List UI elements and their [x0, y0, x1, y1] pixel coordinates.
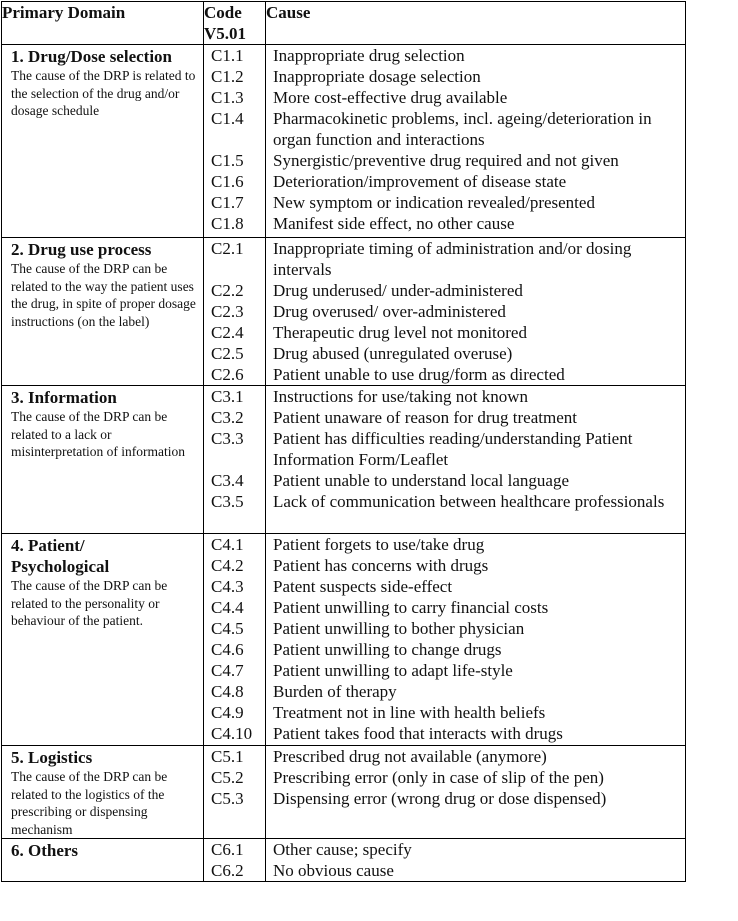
header-cause: Cause	[266, 2, 686, 45]
code: C4.10	[211, 724, 253, 743]
domain-description: The cause of the DRP can be related to a lack or misinterpretation of information	[11, 409, 185, 459]
cause: More cost-effective drug available	[273, 88, 508, 107]
domain-title: 4. Patient/ Psychological	[11, 536, 110, 576]
code-cell	[204, 238, 266, 386]
cause: Prescribing error (only in case of slip of the pen)	[273, 768, 604, 787]
cause-cell	[266, 534, 686, 746]
cause: Inappropriate timing of administration and/or dosing intervals	[273, 239, 632, 279]
domain-cell	[2, 746, 204, 839]
code: C4.2	[211, 556, 244, 575]
cause: Drug abused (unregulated overuse)	[273, 344, 513, 363]
cause: Lack of communication between healthcare professionals	[273, 492, 665, 511]
domain-cell	[2, 45, 204, 238]
domain-cell	[2, 839, 204, 882]
code: C3.1	[211, 387, 244, 406]
cause: Patient unable to use drug/form as directed	[273, 365, 565, 384]
code: C2.5	[211, 344, 244, 363]
code: C6.2	[211, 861, 244, 880]
cause: Dispensing error (wrong drug or dose dispensed)	[273, 789, 607, 808]
cause: Patent suspects side-effect	[273, 577, 453, 596]
cause: Burden of therapy	[273, 682, 397, 701]
domain-description: The cause of the DRP can be related to the way the patient uses the drug, in spite of proper dosage instructions (on the label)	[11, 261, 196, 329]
drp-cause-classification-table	[1, 1, 686, 882]
code: C3.2	[211, 408, 244, 427]
code: C5.1	[211, 747, 244, 766]
cause: Instructions for use/taking not known	[273, 387, 528, 406]
domain-title: 6. Others	[11, 841, 79, 860]
section-row-information	[2, 386, 686, 534]
cause: Therapeutic drug level not monitored	[273, 323, 527, 342]
cause: Treatment not in line with health beliefs	[273, 703, 546, 722]
cause: Other cause; specify	[273, 840, 412, 859]
section-row-drug-use-process	[2, 238, 686, 386]
code: C5.2	[211, 768, 244, 787]
domain-title: 3. Information	[11, 388, 117, 407]
code: C2.1	[211, 239, 244, 258]
code: C1.2	[211, 67, 244, 86]
code: C6.1	[211, 840, 244, 859]
code: C4.6	[211, 640, 244, 659]
cause: Inappropriate dosage selection	[273, 67, 481, 86]
cause: Patient unwilling to bother physician	[273, 619, 525, 638]
section-row-patient-psychological	[2, 534, 686, 746]
domain-description: The cause of the DRP can be related to the personality or behaviour of the patient.	[11, 578, 168, 628]
cause-cell	[266, 386, 686, 534]
code: C2.3	[211, 302, 244, 321]
cause: Patient unwilling to change drugs	[273, 640, 502, 659]
cause: Patient has difficulties reading/understanding Patient Information Form/Leaflet	[273, 429, 633, 469]
cause: Synergistic/preventive drug required and not given	[273, 151, 619, 170]
code: C1.3	[211, 88, 244, 107]
cause: Patient forgets to use/take drug	[273, 535, 485, 554]
code: C4.5	[211, 619, 244, 638]
cause: Patient unaware of reason for drug treatment	[273, 408, 577, 427]
cause: Patient unwilling to carry financial costs	[273, 598, 549, 617]
code: C1.4	[211, 109, 244, 128]
cause: Drug underused/ under-administered	[273, 281, 523, 300]
code-cell	[204, 386, 266, 534]
section-row-drug-dose-selection	[2, 45, 686, 238]
cause: Manifest side effect, no other cause	[273, 214, 515, 233]
cause: New symptom or indication revealed/presented	[273, 193, 595, 212]
code-cell	[204, 534, 266, 746]
code: C2.2	[211, 281, 244, 300]
header-row	[2, 2, 686, 45]
domain-title: 5. Logistics	[11, 748, 93, 767]
domain-title: 1. Drug/Dose selection	[11, 47, 173, 66]
code: C2.4	[211, 323, 244, 342]
cause: Patient unable to understand local language	[273, 471, 569, 490]
code: C3.3	[211, 429, 244, 448]
cause-cell	[266, 746, 686, 839]
code: C1.6	[211, 172, 244, 191]
cause: No obvious cause	[273, 861, 394, 880]
code-cell	[204, 746, 266, 839]
domain-cell	[2, 238, 204, 386]
cause: Pharmacokinetic problems, incl. ageing/deterioration in organ function and interactions	[273, 109, 652, 149]
domain-cell	[2, 386, 204, 534]
code: C4.7	[211, 661, 244, 680]
cause: Patient has concerns with drugs	[273, 556, 489, 575]
code: C5.3	[211, 789, 244, 808]
domain-title: 2. Drug use process	[11, 240, 152, 259]
section-row-logistics	[2, 746, 686, 839]
code: C1.1	[211, 46, 244, 65]
section-row-others	[2, 839, 686, 882]
code: C4.1	[211, 535, 244, 554]
cause-cell	[266, 839, 686, 882]
cause: Deterioration/improvement of disease state	[273, 172, 567, 191]
cause: Inappropriate drug selection	[273, 46, 465, 65]
code: C1.5	[211, 151, 244, 170]
code: C4.8	[211, 682, 244, 701]
cause: Prescribed drug not available (anymore)	[273, 747, 547, 766]
code: C4.9	[211, 703, 244, 722]
cause-cell	[266, 45, 686, 238]
code: C4.3	[211, 577, 244, 596]
code: C2.6	[211, 365, 244, 384]
code-cell	[204, 839, 266, 882]
code-cell	[204, 45, 266, 238]
cause: Patient unwilling to adapt life-style	[273, 661, 513, 680]
domain-cell	[2, 534, 204, 746]
code: C3.4	[211, 471, 244, 490]
domain-description: The cause of the DRP can be related to the logistics of the prescribing or dispensing mechanism	[11, 769, 168, 837]
code: C3.5	[211, 492, 244, 511]
code: C1.8	[211, 214, 244, 233]
code: C4.4	[211, 598, 244, 617]
cause: Drug overused/ over-administered	[273, 302, 506, 321]
domain-description: The cause of the DRP is related to the selection of the drug and/or dosage schedule	[11, 68, 196, 118]
header-primary-domain: Primary Domain	[2, 2, 204, 45]
cause-cell	[266, 238, 686, 386]
cause: Patient takes food that interacts with drugs	[273, 724, 563, 743]
code: C1.7	[211, 193, 244, 212]
header-code: Code V5.01	[204, 2, 266, 45]
